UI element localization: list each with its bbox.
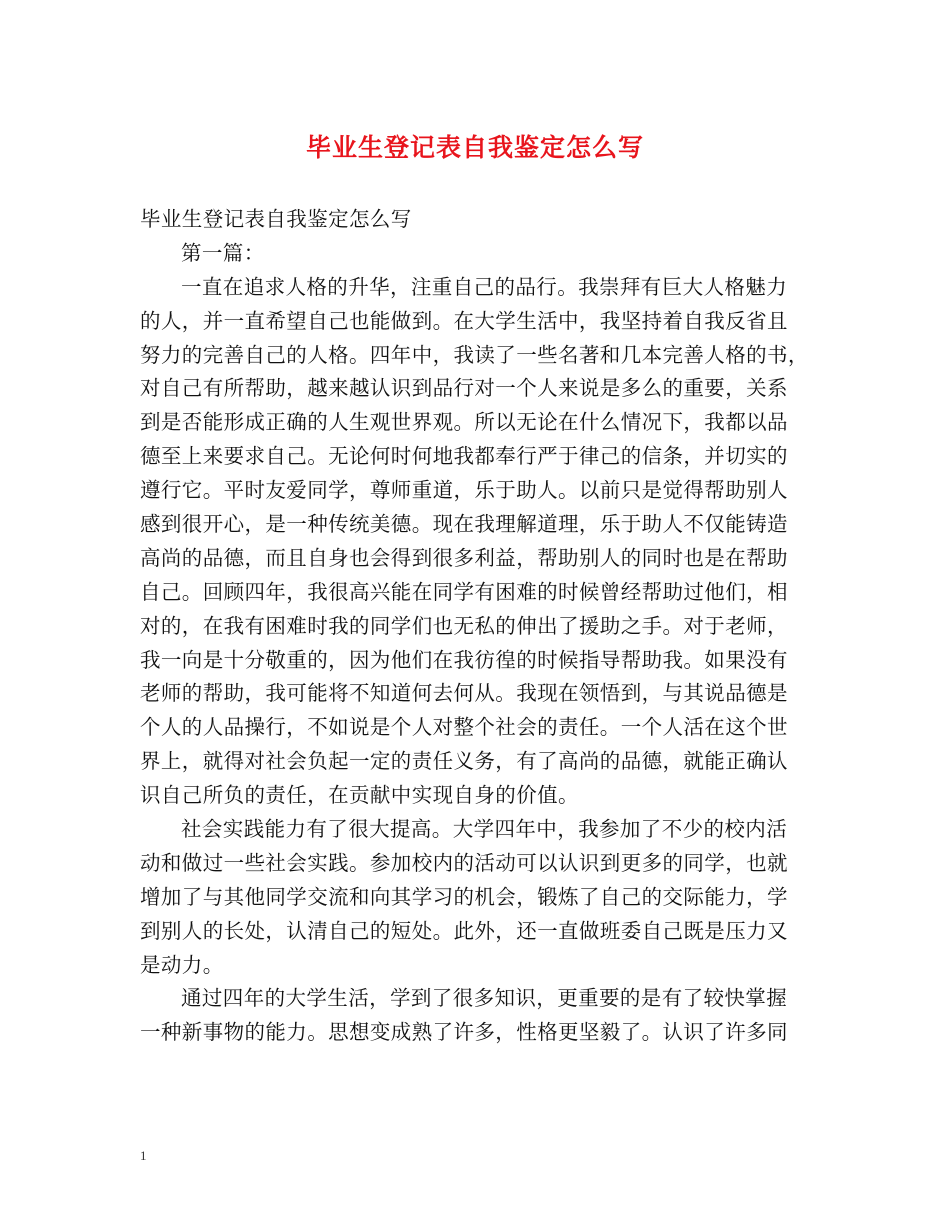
paragraph-line: 社会实践能力有了很大提高。大学四年中，我参加了不少的校内活 <box>181 817 788 842</box>
paragraph-line: 是动力。 <box>140 952 224 977</box>
paragraph-line: 对的，在我有困难时我的同学们也无私的伸出了援助之手。对于老师， <box>140 613 788 638</box>
section-label: 第一篇： <box>181 240 265 265</box>
paragraph-line: 一直在追求人格的升华，注重自己的品行。我崇拜有巨大人格魅力 <box>181 274 788 299</box>
paragraph-line: 增加了与其他同学交流和向其学习的机会，锻炼了自己的交际能力，学 <box>140 884 788 909</box>
paragraph-line: 自己。回顾四年，我很高兴能在同学有困难的时候曾经帮助过他们，相 <box>140 579 788 604</box>
paragraph-line: 通过四年的大学生活，学到了很多知识，更重要的是有了较快掌握 <box>181 986 788 1011</box>
paragraph-line: 到别人的长处，认清自己的短处。此外，还一直做班委自己既是压力又 <box>140 918 788 943</box>
subtitle-line: 毕业生登记表自我鉴定怎么写 <box>140 207 412 231</box>
paragraph-line: 我一向是十分敬重的，因为他们在我彷徨的时候指导帮助我。如果没有 <box>140 647 788 672</box>
paragraph-line: 感到很开心，是一种传统美德。现在我理解道理，乐于助人不仅能铸造 <box>140 512 788 537</box>
paragraph-line: 识自己所负的责任，在贡献中实现自身的价值。 <box>140 783 579 808</box>
document-body <box>140 203 814 1050</box>
paragraph-line: 老师的帮助，我可能将不知道何去何从。我现在领悟到，与其说品德是 <box>140 681 788 706</box>
paragraph-line: 到是否能形成正确的人生观世界观。所以无论在什么情况下，我都以品 <box>140 410 788 435</box>
paragraph-line: 一种新事物的能力。思想变成熟了许多，性格更坚毅了。认识了许多同 <box>140 1020 788 1045</box>
paragraph-line: 的人，并一直希望自己也能做到。在大学生活中，我坚持着自我反省且 <box>140 308 788 333</box>
page-number: 1 <box>140 1148 147 1163</box>
paragraph-line: 德至上来要求自己。无论何时何地我都奉行严于律己的信条，并切实的 <box>140 444 788 469</box>
paragraph-line: 对自己有所帮助，越来越认识到品行对一个人来说是多么的重要，关系 <box>140 376 788 401</box>
paragraph-line: 个人的人品操行，不如说是个人对整个社会的责任。一个人活在这个世 <box>140 715 788 740</box>
paragraph-line: 高尚的品德，而且自身也会得到很多利益，帮助别人的同时也是在帮助 <box>140 545 788 570</box>
paragraph-line: 界上，就得对社会负起一定的责任义务，有了高尚的品德，就能正确认 <box>140 749 788 774</box>
paragraph-line: 努力的完善自己的人格。四年中，我读了一些名著和几本完善人格的书， <box>140 342 809 367</box>
paragraph-line: 动和做过一些社会实践。参加校内的活动可以认识到更多的同学，也就 <box>140 850 788 875</box>
paragraph-line: 遵行它。平时友爱同学，尊师重道，乐于助人。以前只是觉得帮助别人 <box>140 478 788 503</box>
document-title: 毕业生登记表自我鉴定怎么写 <box>305 133 644 162</box>
